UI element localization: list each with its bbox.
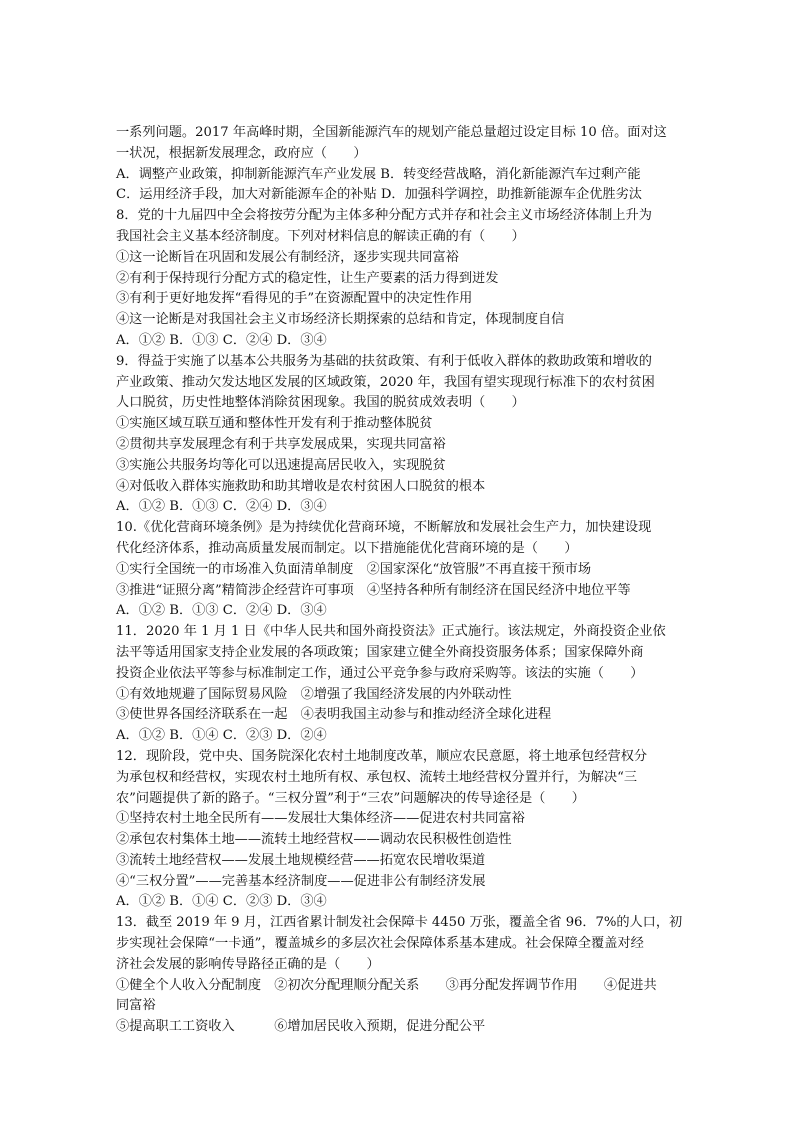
q9-stem-line-3: 人口脱贫，历史性地整体消除贫困现象。我国的脱贫成效表明（ ） bbox=[116, 395, 525, 411]
text-line-2: 一状况，根据新发展理念，政府应（ ） bbox=[116, 145, 367, 161]
q10-stem-line-1: 10.《优化营商环境条例》是为持续优化营商环境，不断解放和发展社会生产力，加快建设现 bbox=[116, 520, 652, 536]
document-body bbox=[116, 123, 682, 1038]
q12-statement-4: ④“三权分置”——完善基本经济制度——促进非公有制经济发展 bbox=[116, 873, 486, 889]
q13-statements-56: ⑤提高职工工资收入 ⑥增加居民收入预期，促进分配公平 bbox=[116, 1019, 486, 1035]
q11-stem-line-1: 11．2020 年 1 月 1 日《中华人民共和国外商投资法》正式施行。该法规定，外商投资企业依 bbox=[116, 624, 666, 640]
q10-options: A．①② B．①③ C．②④ D．③④ bbox=[116, 603, 327, 619]
q9-statement-1: ①实施区域互联互通和整体性开发有利于推动整体脱贫 bbox=[116, 416, 433, 432]
q11-options: A．①② B．①④ C．②③ D．②④ bbox=[116, 728, 327, 744]
q13-statements-1234: ①健全个人收入分配制度 ②初次分配理顺分配关系 ③再分配发挥调节作用 ④促进共 bbox=[116, 977, 657, 993]
q8-stem-line-2: 我国社会主义基本经济制度。下列对材料信息的解读正确的有（ ） bbox=[116, 228, 525, 244]
q12-statement-3: ③流转土地经营权——发展土地规模经营——拓宽农民增收渠道 bbox=[116, 852, 486, 868]
q13-stem-line-1: 13．截至 2019 年 9 月，江西省累计制发社会保障卡 4450 万张，覆盖全省 96．7%的人口，初 bbox=[116, 915, 683, 931]
q9-statement-4: ④对低收入群体实施救助和助其增收是农村贫困人口脱贫的根本 bbox=[116, 478, 486, 494]
q12-stem-line-1: 12．现阶段，党中央、国务院深化农村土地制度改革，顺应农民意愿，将土地承包经营权分 bbox=[116, 748, 648, 764]
text-line-1: 一系列问题。2017 年高峰时期，全国新能源汽车的规划产能总量超过设定目标 10 倍。面对这 bbox=[116, 125, 667, 140]
q8-stem-line-1: 8．党的十九届四中全会将按劳分配为主体多种分配方式并存和社会主义市场经济体制上升为 bbox=[116, 208, 652, 224]
q13-stem-line-3: 济社会发展的影响传导路径正确的是（ ） bbox=[116, 956, 380, 972]
q12-options: A．①② B．①④ C．②③ D．③④ bbox=[116, 894, 327, 910]
q12-stem-line-2: 为承包权和经营权，实现农村土地所有权、承包权、流转土地经营权分置并行，为解决“三 bbox=[116, 769, 638, 785]
q11-statements-34: ③使世界各国经济联系在一起 ④表明我国主动参与和推动经济全球化进程 bbox=[116, 707, 552, 723]
q8-options: A．①② B．①③ C．②④ D．③④ bbox=[116, 332, 327, 348]
q12-statement-2: ②承包农村集体土地——流转土地经营权——调动农民积极性创造性 bbox=[116, 832, 512, 848]
q11-stem-line-3: 投资企业依法平等参与标准制定工作，通过公平竞争参与政府采购等。该法的实施（ ） bbox=[116, 665, 644, 681]
q8-statement-3: ③有利于更好地发挥“看得见的手”在资源配置中的决定性作用 bbox=[116, 291, 473, 307]
q8-statement-2: ②有利于保持现行分配方式的稳定性，让生产要素的活力得到迸发 bbox=[116, 270, 499, 286]
q12-stem-line-3: 农”问题提供了新的路子。“三权分置”利于“三农”问题解决的传导途径是（ ） bbox=[116, 790, 585, 806]
q8-statement-4: ④这一论断是对我国社会主义市场经济长期探索的总结和肯定，体现制度自信 bbox=[116, 312, 565, 328]
q11-stem-line-2: 法平等适用国家支持企业发展的各项政策；国家建立健全外商投资服务体系；国家保障外商 bbox=[116, 644, 644, 660]
q9-statement-3: ③实施公共服务均等化可以迅速提高居民收入，实现脱贫 bbox=[116, 457, 446, 473]
q13-statements-cont: 同富裕 bbox=[116, 998, 156, 1014]
q11-statements-12: ①有效地规避了国际贸易风险 ②增强了我国经济发展的内外联动性 bbox=[116, 686, 512, 702]
q9-stem-line-1: 9．得益于实施了以基本公共服务为基础的扶贫政策、有利于低收入群体的救助政策和增收的 bbox=[116, 353, 652, 369]
q13-stem-line-2: 步实现社会保障“一卡通”，覆盖城乡的多层次社会保障体系基本建成。社会保障全覆盖对经 bbox=[116, 936, 644, 952]
q12-statement-1: ①坚持农村土地全民所有——发展壮大集体经济——促进农村共同富裕 bbox=[116, 811, 525, 827]
q7-option-ab: A．调整产业政策，抑制新能源汽车产业发展 B．转变经营战略，消化新能源汽车过剩产能 bbox=[116, 166, 641, 182]
q9-stem-line-2: 产业政策、推动欠发达地区发展的区域政策，2020 年，我国有望实现现行标准下的农村贫困 bbox=[116, 374, 655, 390]
q10-stem-line-2: 代化经济体系，推动高质量发展而制定。以下措施能优化营商环境的是（ ） bbox=[116, 540, 578, 556]
q9-options: A．①② B．①③ C．②④ D．③④ bbox=[116, 499, 327, 515]
q9-statement-2: ②贯彻共享发展理念有利于共享发展成果，实现共同富裕 bbox=[116, 436, 446, 452]
q8-statement-1: ①这一论断旨在巩固和发展公有制经济，逐步实现共同富裕 bbox=[116, 249, 459, 265]
q10-statements-12: ①实行全国统一的市场准入负面清单制度 ②国家深化“放管服”不再直接干预市场 bbox=[116, 561, 592, 577]
q7-option-cd: C．运用经济手段，加大对新能源车企的补贴 D．加强科学调控，助推新能源车企优胜劣汰 bbox=[116, 187, 642, 203]
q10-statements-34: ③推进“证照分离”精简涉企经营许可事项 ④坚持各种所有制经济在国民经济中地位平等 bbox=[116, 582, 631, 598]
